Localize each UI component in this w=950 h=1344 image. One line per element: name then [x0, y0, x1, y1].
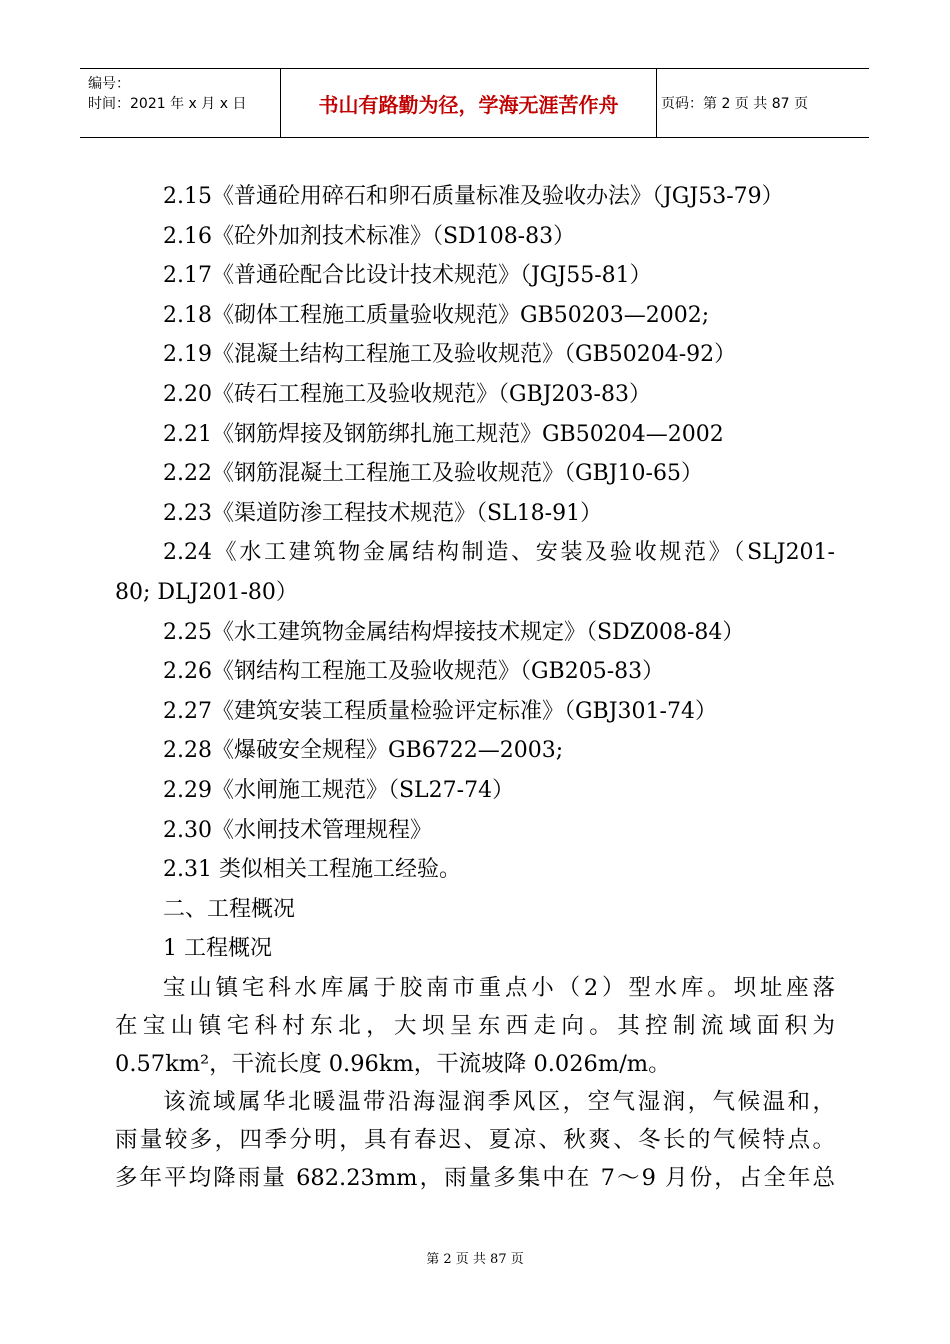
reference-2-18: 2.18《砌体工程施工质量验收规范》GB50203—2002; — [163, 302, 710, 328]
reference-2-21: 2.21《钢筋焊接及钢筋绑扎施工规范》GB50204—2002 — [163, 421, 724, 447]
reference-2-17: 2.17《普通砼配合比设计技术规范》（JGJ55-81） — [163, 263, 652, 289]
document-number-label: 编号： — [88, 76, 130, 92]
reference-2-23: 2.23《渠道防渗工程技术规范》（SL18-91） — [163, 500, 603, 526]
reference-2-28: 2.28《爆破安全规程》GB6722—2003; — [163, 738, 564, 764]
paragraph-line: 在宝山镇宅科村东北，大坝呈东西走向。其控制流域面积为 — [115, 1012, 835, 1039]
paragraph-line: 宝山镇宅科水库属于胶南市重点小（2）型水库。坝址座落 — [163, 974, 835, 1001]
subsection-heading: 1 工程概况 — [163, 936, 272, 962]
paragraph-line: 多年平均降雨量 682.23mm，雨量多集中在 7～9 月份，占全年总 — [115, 1164, 835, 1191]
reference-2-30: 2.30《水闸技术管理规程》 — [163, 817, 432, 843]
document-date: 时间：2021 年 x 月 x 日 — [88, 96, 247, 112]
reference-2-31: 2.31 类似相关工程施工经验。 — [163, 857, 461, 883]
header-meta — [80, 69, 281, 137]
reference-2-29: 2.29《水闸施工规范》（SL27-74） — [163, 777, 515, 803]
reference-2-16: 2.16《砼外加剂技术标准》（SD108-83） — [163, 223, 576, 249]
paragraph-line: 0.57km²，干流长度 0.96km，干流坡降 0.026m/m。 — [115, 1050, 671, 1077]
reference-2-25: 2.25《水工建筑物金属结构焊接技术规定》（SDZ008-84） — [163, 619, 745, 645]
reference-2-26: 2.26《钢结构工程施工及验收规范》（GB205-83） — [163, 659, 665, 685]
paragraph-line: 该流域属华北暖温带沿海湿润季风区，空气湿润，气候温和， — [163, 1088, 835, 1115]
page-header — [80, 68, 869, 138]
reference-2-20: 2.20《砖石工程施工及验收规范》（GBJ203-83） — [163, 381, 651, 407]
reference-2-15: 2.15《普通砼用碎石和卵石质量标准及验收办法》（JGJ53-79） — [163, 184, 784, 209]
reference-2-24: 2.24《水工建筑物金属结构制造、安装及验收规范》（SLJ201- — [163, 540, 835, 566]
reference-2-27: 2.27《建筑安装工程质量检验评定标准》（GBJ301-74） — [163, 698, 717, 724]
header-page-info: 页码：第 2 页 共 87 页 — [661, 96, 808, 112]
header-motto: 书山有路勤为径，学海无涯苦作舟 — [281, 69, 657, 137]
page-footer: 第 2 页 共 87 页 — [426, 1252, 524, 1267]
document-body — [115, 177, 835, 1197]
reference-2-24-continued: 80; DLJ201-80） — [115, 579, 298, 605]
paragraph-line: 雨量较多，四季分明，具有春迟、夏凉、秋爽、冬长的气候特点。 — [115, 1126, 835, 1153]
reference-2-19: 2.19《混凝土结构工程施工及验收规范》（GB50204-92） — [163, 342, 737, 368]
reference-2-22: 2.22《钢筋混凝土工程施工及验收规范》（GBJ10-65） — [163, 461, 703, 487]
section-heading: 二、工程概况 — [163, 896, 296, 922]
